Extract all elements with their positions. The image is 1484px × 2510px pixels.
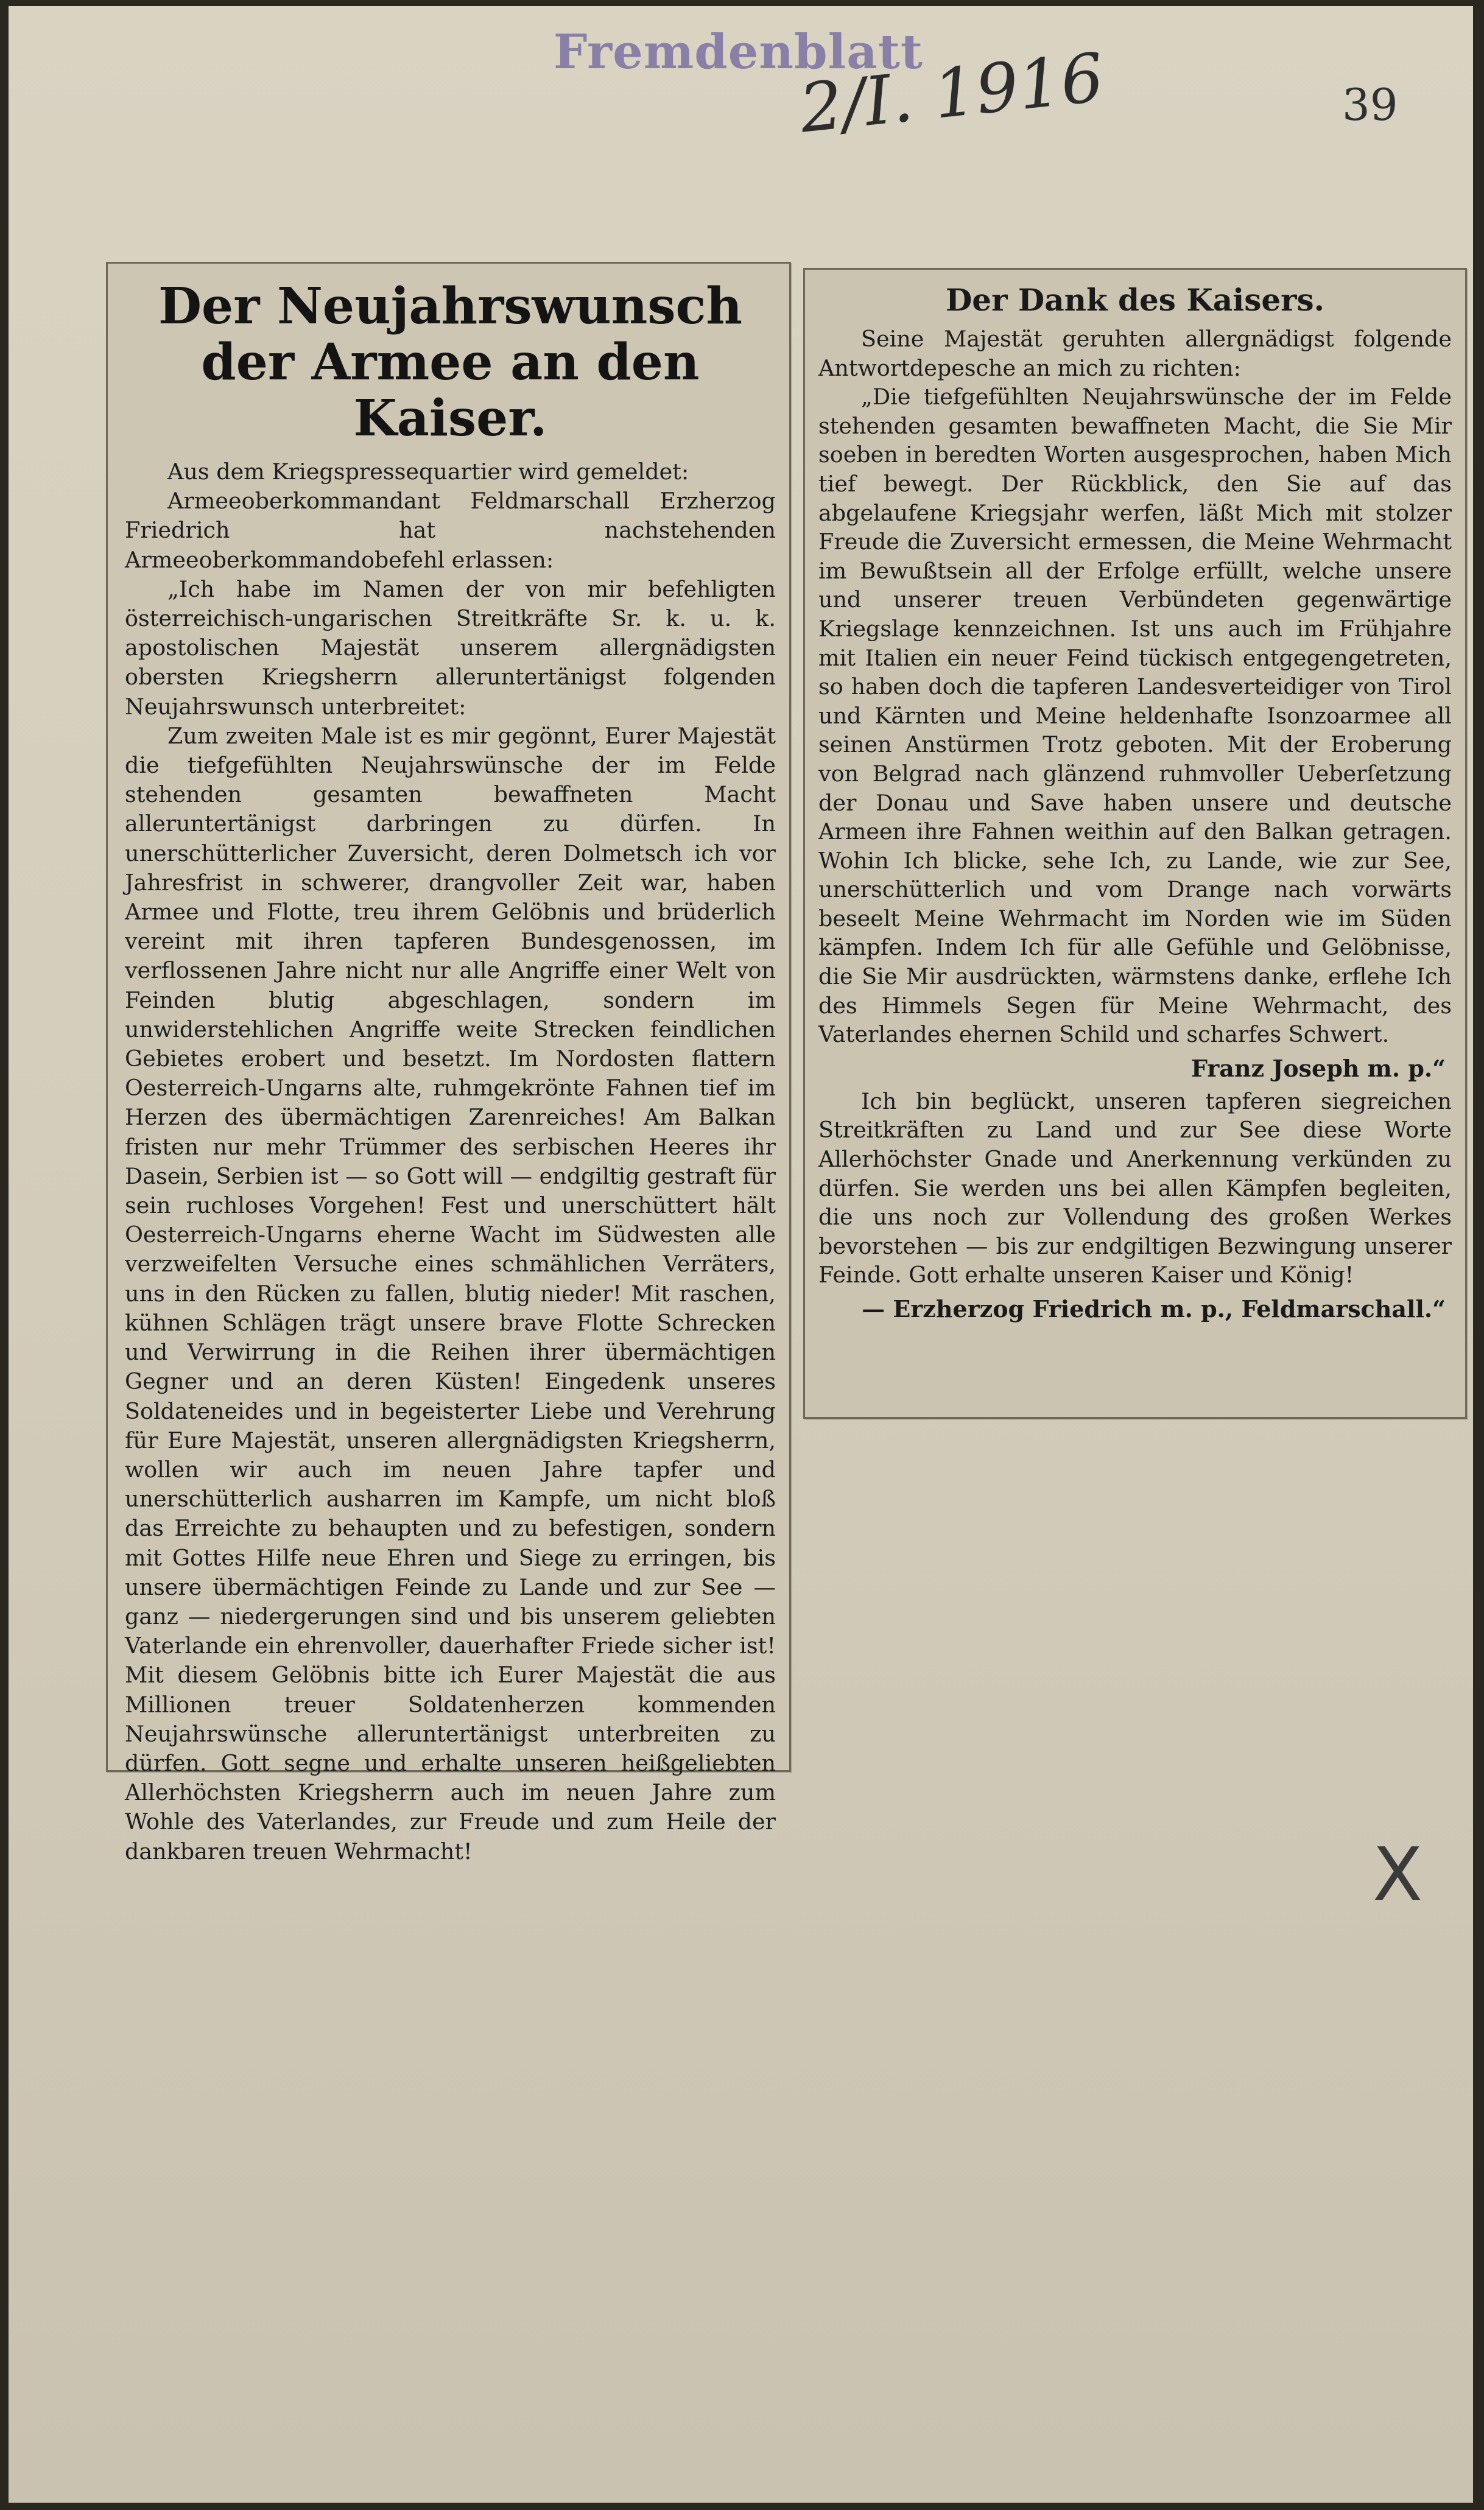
article-headline: Der Dank des Kaisers.	[945, 282, 1325, 318]
article-paragraph: Zum zweiten Male ist es mir gegönnt, Eurer Majestät die tiefgefühlten Neujahrswünsche der im Felde stehenden gesamten bewaffneten Macht alleruntertänigst darbringen zu dürfen. In unerschütterlicher Zuversicht, deren Dolmetsch ich vor Jahresfrist in schwerer, drangvoller Zeit war, haben Armee und Flotte, treu ihrem Gelöbnis und brüderlich vereint mit ihren tapferen Bundesgenossen, im verflossenen Jahre nicht nur alle Angriffe einer Welt von Feinden blutig abgeschlagen, sondern im unwiderstehlichen Angriffe weite Strecken feindlichen Gebietes erobert und besetzt. Im Nordosten flattern Oesterreich-Ungarns alte, ruhmgekrönte Fahnen tief im Herzen des übermächtigen Zarenreiches! Am Balkan fristen nur mehr Trümmer des serbischen Heeres ihr Dasein, Serbien ist — so Gott will — endgiltig gestraft für sein ruchloses Vorgehen! Fest und unerschüttert hält Oesterreich-Ungarns eherne Wacht im Südwesten alle verzweifelten Versuche eines schmählichen Verräters, uns in den Rücken zu fallen, blutig nieder! Mit raschen, kühnen Schlägen trägt unsere brave Flotte Schrecken und Verwirrung in die Reihen ihrer übermächtigen Gegner und an deren Küsten! Eingedenk unseres Soldateneides und in begeisterter Liebe und Verehrung für Eure Majestät, unseren allergnädigsten Kriegsherrn, wollen wir auch im neuen Jahre tapfer und unerschütterlich ausharren im Kampfe, um nicht bloß das Erreichte zu behaupten und zu befestigen, sondern mit Gottes Hilfe neue Ehren und Siege zu erringen, bis unsere übermächtigen Feinde zu Lande und zur See — ganz — niedergerungen sind und bis unserem geliebten Vaterlande ein ehrenvoller, dauerhafter Friede sicher ist! Mit diesem Gelöbnis bitte ich Eurer Majestät die aus Millionen treuer Soldatenherzen kommenden Neujahrswünsche alleruntertänigst unterbreiten zu dürfen. Gott segne und erhalte unseren heißgeliebten Allerhöchsten Kriegsherrn auch im neuen Jahre zum Wohle des Vaterlandes, zur Freude und zum Heile der dankbaren treuen Wehrmacht!	[125, 722, 776, 1865]
clipping-dank-des-kaisers	[803, 268, 1467, 1419]
article-paragraph: Seine Majestät geruhten allergnädigst folgende Antwortdepesche an mich zu richten:	[818, 326, 1452, 381]
article-closing: Ich bin beglückt, unseren tapferen siegreichen Streitkräften zu Land und zur See diese Worte Allerhöchster Gnade und Anerkennung verkünden zu dürfen. Sie werden uns bei allen Kämpfen begleiten, die uns noch zur Vollendung des großen Werkes bevorstehen — bis zur endgiltigen Bezwingung unserer Feinde. Gott erhalte unseren Kaiser und König!	[818, 1088, 1452, 1288]
clipping-neujahrswunsch	[106, 262, 791, 1865]
signature-emperor: Franz Joseph m. p.“	[1190, 1054, 1446, 1082]
page-number: 39	[1342, 79, 1398, 130]
article-paragraph: „Die tiefgefühlten Neujahrswünsche der im Felde stehenden gesamten bewaffneten Macht, die Sie Mir soeben in beredten Worten ausgesprochen, haben Mich tief bewegt. Der Rückblick, den Sie auf das abgelaufene Kriegsjahr werfen, läßt Mich mit stolzer Freude die Zuversicht ermessen, die Meine Wehrmacht im Bewußtsein all der Erfolge erfüllt, welche unsere und unserer treuen Verbündeten gegenwärtige Kriegslage kennzeichnen. Ist uns auch im Frühjahre mit Italien ein neuer Feind tückisch entgegengetreten, so haben doch die tapferen Landesverteidiger von Tirol und Kärnten und Meine heldenhafte Isonzoarmee all seinen Anstürmen Trotz geboten. Mit der Eroberung von Belgrad nach glänzend ruhmvoller Ueberſetzung der Donau und Save haben unsere und deutsche Armeen ihre Fahnen weithin auf den Balkan getragen. Wohin Ich blicke, sehe Ich, zu Lande, wie zur See, unerschütterlich und vom Drange nach vorwärts beseelt Meine Wehrmacht im Norden wie im Süden kämpfen. Indem Ich für alle Gefühle und Gelöbnisse, die Sie Mir ausdrückten, wärmstens danke, erflehe Ich des Himmels Segen für Meine Wehrmacht, des Vaterlandes ehernen Schild und scharfes Schwert.	[818, 384, 1452, 1048]
article-paragraph: Aus dem Kriegspressequartier wird gemeldet:	[167, 459, 689, 485]
article-paragraph: Armeeoberkommandant Feldmarschall Erzherzog Friedrich hat nachstehenden Armeeoberkommandobefehl erlassen:	[125, 488, 776, 573]
article-paragraph: „Ich habe im Namen der von mir befehligten österreichisch-ungarischen Streitkräfte Sr. k. u. k. apostolischen Majestät unserem allergnädigsten obersten Kriegsherrn alleruntertänigst folgenden Neujahrswunsch unterbreitet:	[125, 575, 776, 720]
article-headline: Der Neujahrswunsch der Armee an den Kaiser.	[158, 277, 743, 448]
handwritten-x-mark: X	[1373, 1833, 1423, 1918]
signature-archduke: — Erzherzog Friedrich m. p., Feldmarschall.“	[862, 1295, 1446, 1323]
archive-page	[9, 6, 1473, 2503]
handwritten-date: 2/I. 1916	[796, 38, 1108, 148]
newspaper-stamp: Fremdenblatt	[554, 24, 923, 80]
